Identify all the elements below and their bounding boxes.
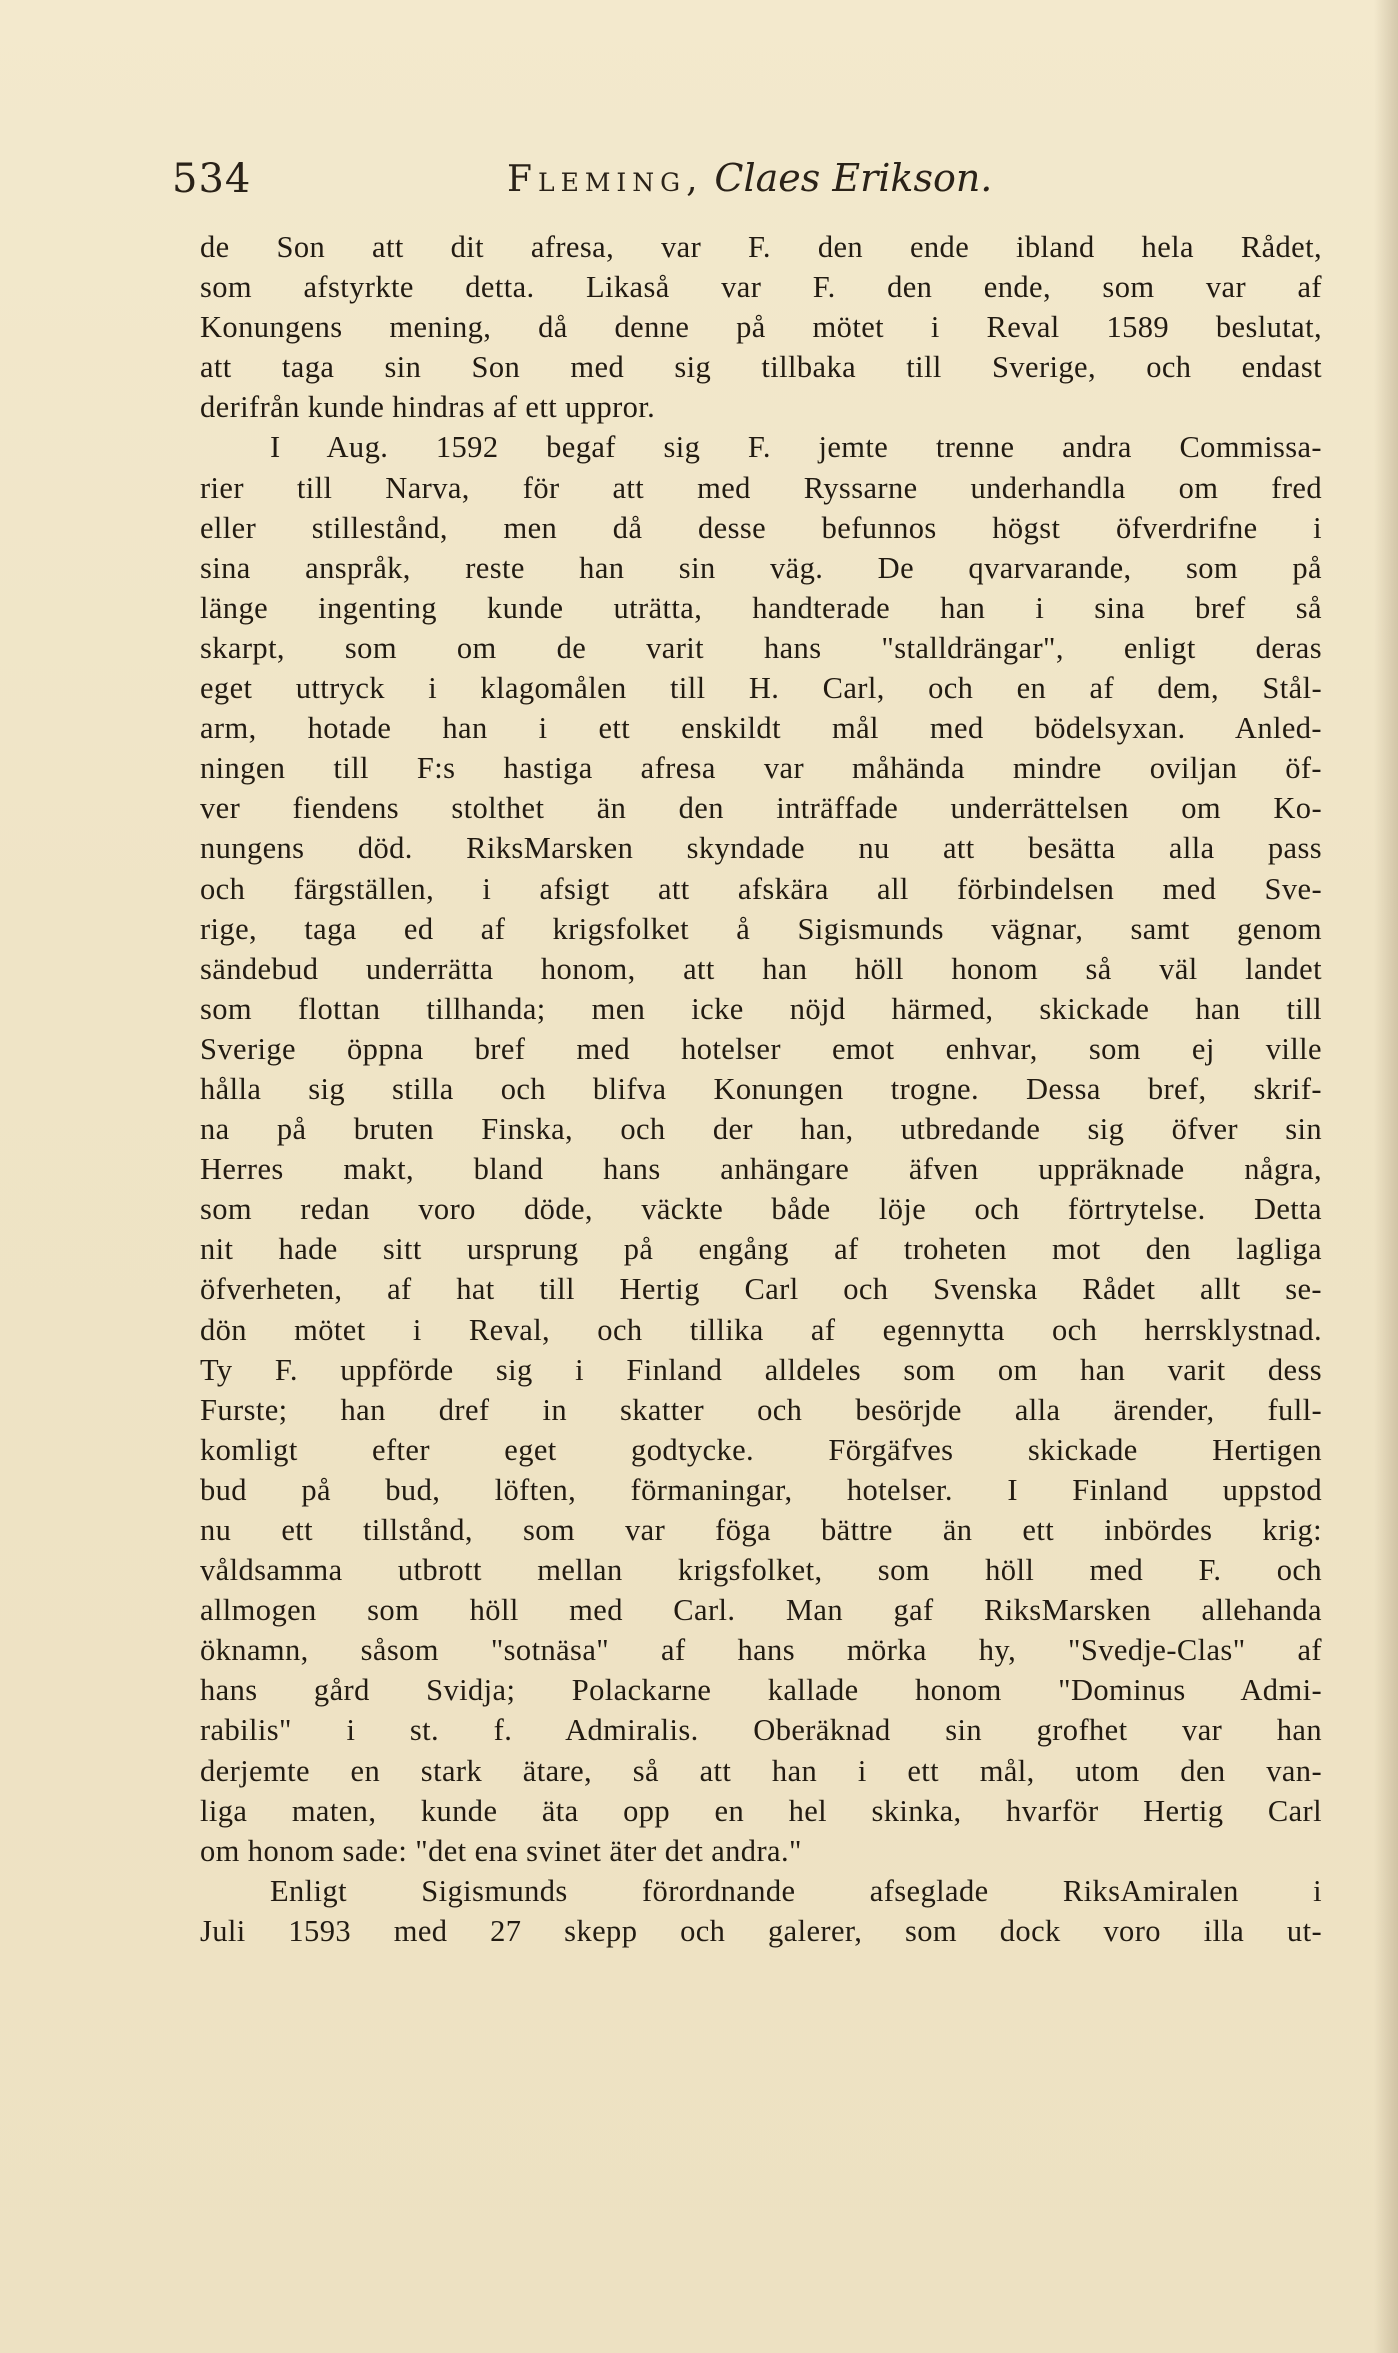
text-line: sändebud underrätta honom, att han höll honom så väl landet — [200, 951, 1322, 986]
text-line: ver fiendens stolthet än den inträffade underrättelsen om Ko- — [200, 791, 1322, 826]
text-line: Enligt Sigismunds förordnande afseglade RiksAmiralen i — [270, 1873, 1322, 1908]
text-line: att taga sin Son med sig tillbaka till Sverige, och endast — [200, 350, 1322, 385]
text-line: na på bruten Finska, och der han, utbredande sig öfver sin — [200, 1112, 1322, 1147]
text-line: bud på bud, löften, förmaningar, hotelser. I Finland uppstod — [200, 1472, 1322, 1507]
text-line: som redan voro döde, väckte både löje och förtrytelse. Detta — [200, 1192, 1322, 1227]
text-line: nu ett tillstånd, som var föga bättre än ett inbördes krig: — [200, 1513, 1322, 1547]
text-line: Juli 1593 med 27 skepp och galerer, som dock voro illa ut- — [200, 1913, 1322, 1948]
text-line: rabilis" i st. f. Admiralis. Oberäknad sin grofhet var han — [200, 1713, 1322, 1748]
text-line: och färgställen, i afsigt att afskära all förbindelsen med Sve- — [200, 871, 1322, 906]
text-line: Ty F. uppförde sig i Finland alldeles som om han varit dess — [200, 1352, 1322, 1387]
text-line: liga maten, kunde äta opp en hel skinka, hvarför Hertig Carl — [200, 1793, 1322, 1828]
text-line: öfverheten, af hat till Hertig Carl och Svenska Rådet allt se- — [200, 1272, 1322, 1307]
running-head — [507, 156, 992, 200]
text-line: I Aug. 1592 begaf sig F. jemte trenne andra Commissa- — [270, 430, 1322, 465]
page-header — [172, 156, 1322, 216]
text-line: våldsamma utbrott mellan krigsfolket, som höll med F. och — [200, 1553, 1322, 1588]
text-line: derifrån kunde hindras af ett uppror. — [200, 390, 656, 425]
page-fold-shadow — [1374, 0, 1398, 2353]
text-line: allmogen som höll med Carl. Man gaf RiksMarsken allehanda — [200, 1593, 1322, 1628]
text-line: nit hade sitt ursprung på engång af troheten mot den lagliga — [200, 1232, 1322, 1267]
text-line: arm, hotade han i ett enskildt mål med bödelsyxan. Anled- — [200, 711, 1322, 746]
text-line: Sverige öppna bref med hotelser emot enhvar, som ej ville — [200, 1031, 1322, 1066]
text-line: Konungens mening, då denne på mötet i Reval 1589 beslutat, — [200, 310, 1322, 345]
text-line: sina anspråk, reste han sin väg. De qvarvarande, som på — [200, 550, 1322, 585]
running-head-surname: Fleming, — [507, 159, 704, 200]
text-line: om honom sade: "det ena svinet äter det andra." — [200, 1833, 802, 1868]
text-line: dön mötet i Reval, och tillika af egennytta och herrsklystnad. — [200, 1312, 1322, 1347]
text-line: Herres makt, bland hans anhängare äfven uppräknade några, — [200, 1152, 1322, 1187]
text-line: ningen till F:s hastiga afresa var måhända mindre oviljan öf- — [200, 751, 1322, 786]
text-line: de Son att dit afresa, var F. den ende ibland hela Rådet, — [200, 230, 1322, 264]
text-line: eget uttryck i klagomålen till H. Carl, och en af dem, Stål- — [200, 671, 1322, 706]
text-line: som flottan tillhanda; men icke nöjd härmed, skickade han till — [200, 991, 1322, 1026]
text-line: eller stillestånd, men då desse befunnos högst öfverdrifne i — [200, 510, 1322, 545]
text-line: länge ingenting kunde uträtta, handterade han i sina bref så — [200, 590, 1322, 625]
text-line: hålla sig stilla och blifva Konungen trogne. Dessa bref, skrif- — [200, 1071, 1322, 1106]
text-line: öknamn, såsom "sotnäsa" af hans mörka hy, "Svedje-Clas" af — [200, 1633, 1322, 1668]
text-line: som afstyrkte detta. Likaså var F. den ende, som var af — [200, 270, 1322, 305]
text-line: rige, taga ed af krigsfolket å Sigismunds vägnar, samt genom — [200, 911, 1322, 946]
text-line: komligt efter eget godtycke. Förgäfves skickade Hertigen — [200, 1432, 1322, 1467]
running-head-name: Claes Erikson. — [714, 156, 993, 200]
body-text — [200, 227, 1322, 1951]
text-line: rier till Narva, för att med Ryssarne underhandla om fred — [200, 470, 1322, 505]
text-line: derjemte en stark ätare, så att han i ett mål, utom den van- — [200, 1753, 1322, 1788]
text-line: nungens död. RiksMarsken skyndade nu att besätta alla pass — [200, 831, 1322, 866]
text-line: Furste; han dref in skatter och besörjde alla ärender, full- — [200, 1392, 1322, 1427]
page-number: 534 — [172, 156, 252, 202]
text-line: hans gård Svidja; Polackarne kallade honom "Dominus Admi- — [200, 1673, 1322, 1708]
text-line: skarpt, som om de varit hans "stalldrängar", enligt deras — [200, 630, 1322, 665]
